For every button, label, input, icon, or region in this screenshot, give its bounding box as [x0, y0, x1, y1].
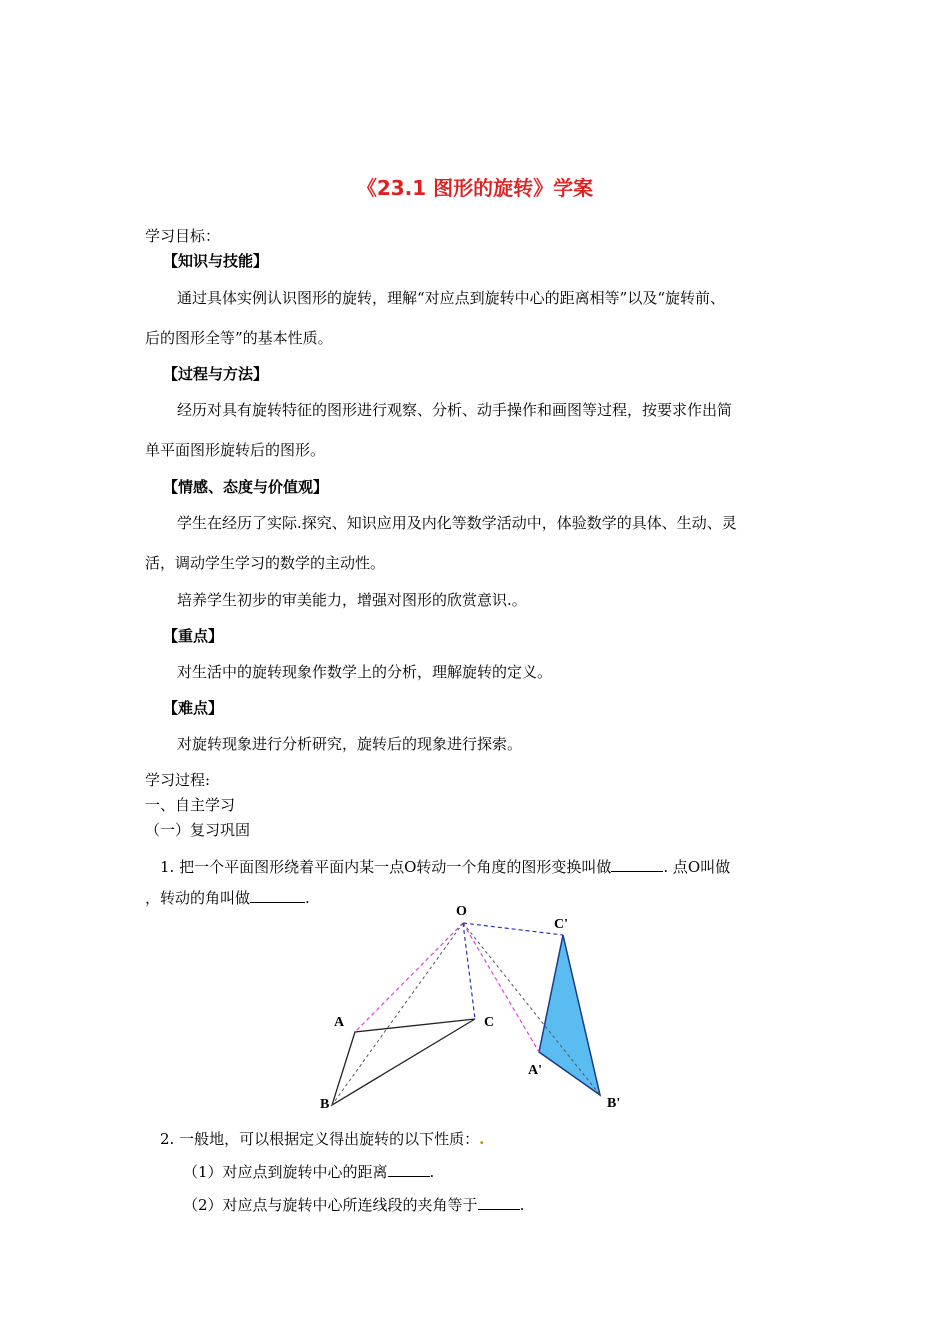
section-self-study: 一、自主学习: [145, 796, 236, 814]
answer-blank-4[interactable]: [478, 1195, 520, 1210]
question-1-line-2: [145, 887, 310, 908]
answer-blank-2[interactable]: [250, 888, 305, 903]
line-OB: [332, 923, 463, 1105]
process-method-text-2: 单平面图形旋转后的图形。: [145, 441, 326, 459]
rotated-triangle: [539, 935, 600, 1095]
label-A1: A': [528, 1063, 542, 1078]
line-OA: [355, 923, 463, 1032]
question-2-item-1: [183, 1161, 434, 1182]
label-O: O: [456, 904, 467, 919]
label-B1: B': [607, 1096, 621, 1111]
objectives-heading: 学习目标：: [145, 227, 221, 245]
attitude-text-2: 活，调动学生学习的数学的主动性。: [145, 554, 386, 572]
answer-blank-1[interactable]: [611, 857, 663, 872]
knowledge-text-1: 通过具体实例认识图形的旋转，理解“对应点到旋转中心的距离相等”以及“旋转前、: [177, 289, 726, 307]
question-1-text-d: .: [305, 889, 310, 907]
line-OC1: [463, 923, 563, 935]
question-2-item-2-text-b: 应点与旋转中心所连线段的夹角等于: [237, 1196, 478, 1214]
line-OC: [463, 923, 475, 1019]
question-1-text-c: ，转动的角叫做: [145, 889, 251, 907]
subsection-review: （一）复习巩固: [145, 821, 251, 839]
line-OA1: [463, 923, 539, 1052]
question-2-text: 2. 一般地，可以根据定义得出旋转的以下性质：: [160, 1130, 480, 1148]
process-method-text-1: 经历对具有旋转特征的图形进行观察、分析、动手操作和画图等过程，按要求作出简: [177, 401, 733, 419]
process-method-heading: 【过程与方法】: [163, 365, 269, 383]
label-C1: C': [554, 917, 568, 932]
question-2-line: [160, 1128, 484, 1149]
question-2-item-2-end: .: [519, 1196, 525, 1214]
question-1-text-a: 1. 把一个平面图形绕着平面内某一点O转动一个角度的图形变换叫做: [160, 858, 612, 876]
label-C: C: [484, 1015, 495, 1030]
knowledge-text-2: 后的图形全等”的基本性质。: [145, 329, 333, 347]
question-2-item-1-end: .: [429, 1163, 435, 1181]
label-B: B: [320, 1097, 330, 1112]
answer-blank-3[interactable]: [388, 1162, 430, 1177]
question-2-item-2: [183, 1194, 524, 1215]
question-2-item-2-text-a: （2）对: [183, 1196, 238, 1214]
process-heading: 学习过程:: [145, 771, 211, 789]
attitude-text-1: 学生在经历了实际.探究、知识应用及内化等数学活动中，体验数学的具体、生动、灵: [177, 514, 737, 532]
question-2-item-1-text: （1）对应点到旋转中心的距离: [183, 1163, 388, 1181]
attitude-text-3: 培养学生初步的审美能力，增强对图形的欣赏意识.。: [177, 591, 527, 609]
attitude-heading: 【情感、态度与价值观】: [163, 478, 329, 496]
label-A: A: [334, 1015, 345, 1030]
decorative-dot: .: [479, 1130, 485, 1148]
question-1-line-1: [160, 856, 730, 877]
question-1-text-b: . 点O叫做: [663, 858, 731, 876]
key-point-heading: 【重点】: [163, 627, 224, 645]
original-triangle: [332, 1019, 475, 1105]
knowledge-heading: 【知识与技能】: [163, 252, 269, 270]
key-point-text: 对生活中的旋转现象作数学上的分析，理解旋转的定义。: [177, 663, 553, 681]
rotation-figure: [320, 895, 640, 1120]
page-title: 《23.1 图形的旋转》学案: [356, 176, 594, 200]
difficulty-text: 对旋转现象进行分析研究，旋转后的现象进行探索。: [177, 735, 523, 753]
difficulty-heading: 【难点】: [163, 699, 224, 717]
